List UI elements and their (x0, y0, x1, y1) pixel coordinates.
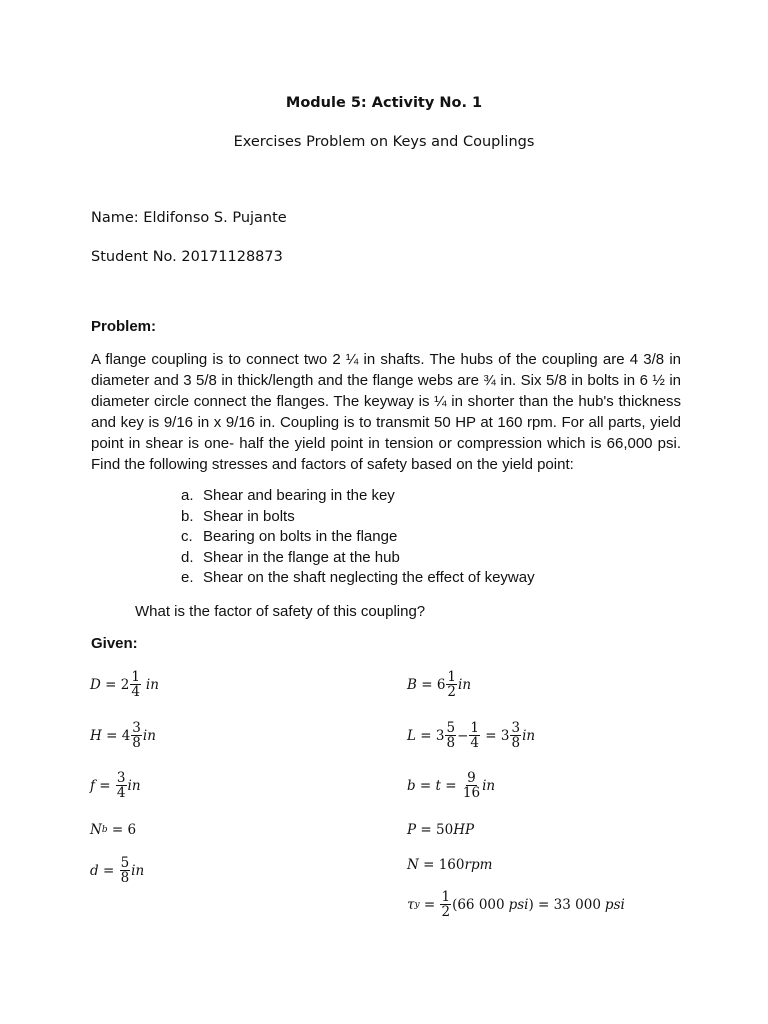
equation-H: H = 4 $\frac{3}{8}$ in (90, 720, 156, 752)
equation-Nb: N b = 6 (90, 822, 137, 838)
list-item: e. Shear on the shaft neglecting the effect of keyway (181, 569, 535, 586)
page-subtitle: Exercises Problem on Keys and Couplings (233, 134, 535, 150)
student-number-value: 20171128873 (181, 249, 283, 265)
name-value: Eldifonso S. Pujante (143, 210, 287, 226)
given-heading: Given: (91, 635, 138, 652)
problem-statement: A flange coupling is to connect two 2 ¼ in shafts. The hubs of the coupling are 4 3/8 in diameter and 3 5/8 in thick/length and the flange webs are ¾ in. Six 5/8 in bolts in 6 ½ in diameter circle connect the flanges. The keyway is ¼ in shorter than the hub's thickness and key is 9/16 in x 9/16 in. Coupling is to transmit 50 HP at 160 rpm. For all parts, yield point in shear is one- half the yield point in tension or compression which is 66,000 psi. Find the following stresses and factors of safety based on the yield point: (91, 351, 681, 473)
equation-N: N = 160 rpm (407, 857, 493, 873)
equation-P: P = 50 HP (407, 822, 475, 838)
student-name-line (91, 210, 287, 226)
equation-D: D = 2 $\frac{1}{4}$ in (90, 669, 159, 701)
list-item: b. Shear in bolts (181, 507, 295, 525)
list-item: c. Bearing on bolts in the flange (181, 528, 398, 545)
name-label: Name: (91, 210, 139, 226)
equation-B: B = 6 $\frac{1}{2}$ in (407, 669, 472, 701)
problem-heading: Problem: (91, 318, 157, 335)
equation-tau-y: τ y = $\frac{1}{2}$ ( 66 000 psi ) = 33 000 psi (407, 889, 625, 921)
equation-L: L = 3 $\frac{5}{8}$ − $\frac{1}{4}$ = 3 $\frac{3}{8}$ in (407, 720, 536, 752)
list-item: a. Shear and bearing in the key (181, 487, 395, 504)
task-list (181, 486, 535, 589)
list-item: d. Shear in the flange at the hub (181, 548, 400, 566)
page-title: Module 5: Activity No. 1 (285, 95, 483, 111)
equation-f: f = $\frac{3}{4}$ in (90, 770, 141, 802)
equation-b-t: b = t = $\frac{9}{16}$ in (407, 770, 496, 802)
student-number-line (91, 249, 283, 265)
student-number-label: Student No. (91, 249, 177, 265)
equation-d: d = $\frac{5}{8}$ in (90, 855, 145, 887)
question-text: What is the factor of safety of this coupling? (135, 603, 426, 620)
